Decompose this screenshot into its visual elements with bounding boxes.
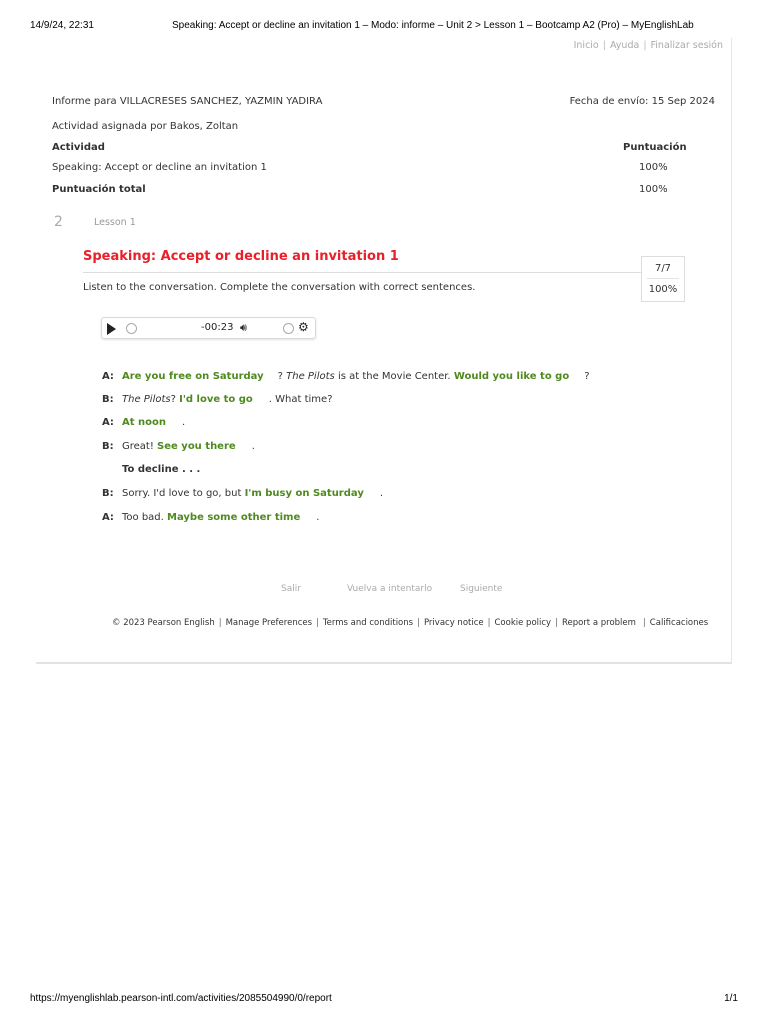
dialogue-line [102, 488, 383, 499]
section-number: 2 [54, 214, 63, 230]
points: 7/7 [647, 257, 679, 279]
dialogue-text: . What time? [268, 394, 333, 405]
speaker: A: [102, 371, 114, 382]
retry-button[interactable]: Vuelva a intentarlo [347, 584, 433, 594]
home-link[interactable]: Inicio [573, 40, 599, 51]
dialogue-text: ? [277, 371, 283, 382]
answer: Would you like to go [453, 371, 570, 382]
answer: At noon [122, 417, 166, 428]
speaker: A: [102, 512, 114, 523]
print-header [30, 20, 738, 34]
report-problem-link[interactable]: Report a problem [561, 618, 636, 628]
send-date: Fecha de envío: 15 Sep 2024 [569, 96, 715, 107]
terms-link[interactable]: Terms and conditions [322, 618, 414, 628]
separator: | [487, 618, 491, 628]
answer: I'm busy on Saturday [244, 488, 364, 499]
dialogue-line [102, 441, 255, 452]
column-score-header: Puntuación [623, 142, 687, 153]
dialogue-line [102, 394, 333, 405]
separator: | [218, 618, 222, 628]
separator: | [555, 618, 558, 628]
dialogue-line [102, 371, 590, 382]
column-activity-header: Actividad [52, 142, 105, 153]
grades-link[interactable]: Calificaciones [649, 618, 709, 628]
dialogue-text: ? [170, 394, 176, 405]
activity-title: Speaking: Accept or decline an invitation 1 [83, 249, 399, 264]
separator: | [417, 618, 420, 628]
help-link[interactable]: Ayuda [609, 40, 640, 51]
separator: | [602, 40, 606, 51]
decline-heading: To decline . . . [122, 464, 201, 475]
manage-preferences-link[interactable]: Manage Preferences [225, 618, 313, 628]
assigned-by: Actividad asignada por Bakos, Zoltan [52, 121, 239, 132]
print-footer [30, 993, 738, 1007]
footer [112, 618, 708, 628]
print-url: https://myenglishlab.pearson-intl.com/activities/2085504990/0/report [30, 993, 332, 1004]
audio-player [101, 317, 316, 339]
separator: | [316, 618, 319, 628]
instructions: Listen to the conversation. Complete the conversation with correct sentences. [83, 282, 476, 293]
privacy-link[interactable]: Privacy notice [423, 618, 484, 628]
cookie-policy-link[interactable]: Cookie policy [494, 618, 552, 628]
exit-button[interactable]: Salir [281, 584, 301, 594]
next-button[interactable]: Siguiente [460, 584, 503, 594]
separator: | [642, 618, 646, 628]
print-date: 14/9/24, 22:31 [30, 20, 94, 31]
print-title: Speaking: Accept or decline an invitation 1 – Modo: informe – Unit 2 > Lesson 1 – Bootcamp A2 (Pro) – MyEnglishLab [172, 20, 694, 31]
dialogue-text: The Pilots [286, 371, 335, 382]
section-name: Lesson 1 [94, 217, 136, 228]
copyright: © 2023 Pearson English [112, 618, 215, 628]
dialogue-text: is at the Movie Center. [337, 371, 451, 382]
dialogue-text: . [316, 512, 320, 523]
speaker: B: [102, 488, 114, 499]
dialogue-line [102, 417, 185, 428]
logout-link[interactable]: Finalizar sesión [650, 40, 723, 51]
gear-icon[interactable]: ⚙ [298, 320, 309, 334]
answer: See you there [157, 441, 236, 452]
dialogue-text: ? [584, 371, 590, 382]
speaker: B: [102, 441, 114, 452]
dialogue-text: . [251, 441, 255, 452]
score-box [641, 256, 685, 302]
report-card [36, 38, 732, 664]
volume-icon[interactable]: 🔊︎ [240, 321, 247, 334]
title-divider [83, 272, 641, 273]
dialogue-text: Too bad. [122, 512, 164, 523]
answer: Maybe some other time [167, 512, 301, 523]
answer: Are you free on Saturday [122, 371, 264, 382]
activity-name: Speaking: Accept or decline an invitation 1 [52, 162, 267, 173]
separator: | [643, 40, 647, 51]
page-number: 1/1 [724, 993, 738, 1004]
audio-time: -00:23 [201, 322, 234, 333]
speaker: A: [102, 417, 114, 428]
answer: I'd love to go [179, 394, 253, 405]
top-links [574, 40, 723, 51]
dialogue-text: . [181, 417, 186, 428]
volume-slider-handle[interactable] [283, 323, 294, 334]
dialogue-text: . [379, 488, 384, 499]
total-score: 100% [639, 184, 668, 195]
dialogue-line [102, 512, 319, 523]
percent: 100% [648, 284, 678, 295]
dialogue-text: Sorry. I'd love to go, but [122, 488, 242, 499]
activity-score: 100% [639, 162, 668, 173]
dialogue-text: The Pilots [122, 394, 171, 405]
progress-slider-handle[interactable] [126, 323, 137, 334]
dialogue-text: Great! [122, 441, 154, 452]
play-icon[interactable] [107, 323, 116, 335]
total-label: Puntuación total [52, 184, 146, 195]
speaker: B: [102, 394, 114, 405]
report-for: Informe para VILLACRESES SANCHEZ, YAZMIN YADIRA [52, 96, 323, 107]
